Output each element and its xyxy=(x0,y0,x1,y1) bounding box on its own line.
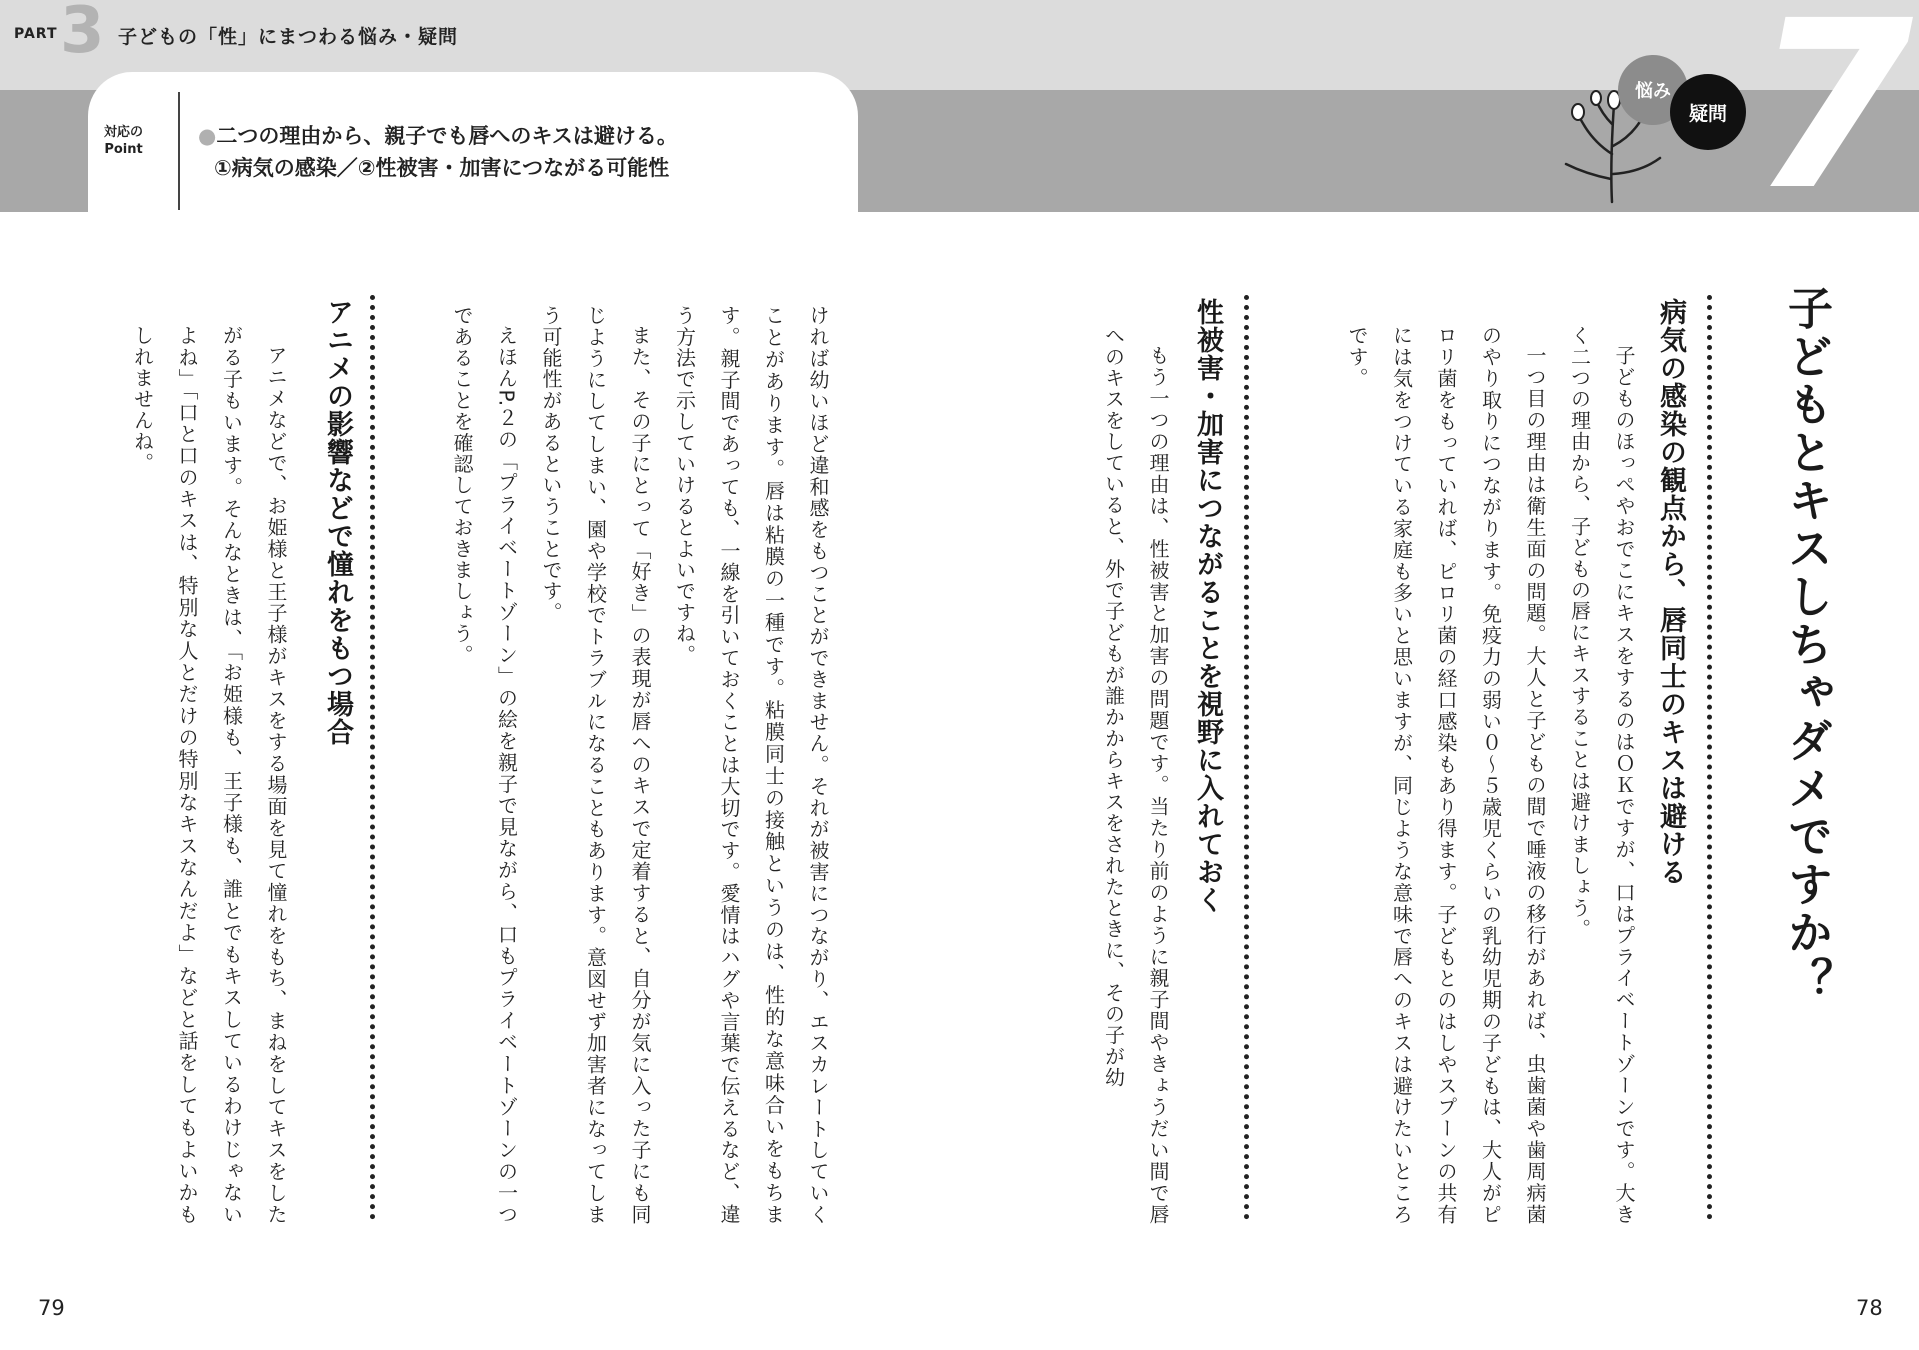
point-line-2: ①病気の感染／②性被害・加害につながる可能性 xyxy=(214,156,670,180)
section2-paragraph-1: もう一つの理由は、性被害と加害の問題です。当たり前のように親子間やきょうだい間で唇へのキスをしていると、外で子どもが誰かからキスをされたときに、その子が幼 xyxy=(1101,325,1170,1225)
section3-heading: アニメの影響などで憧れをもつ場合 xyxy=(322,298,353,746)
point-label-line1: 対応の xyxy=(104,125,144,140)
section2-continued-paragraph-2: また、その子にとって「好き」の表現が唇へのキスで定着すると、自分が気に入った子にも同じようにしてしまい、園や学校でトラブルになることもあります。意図せず加害者になってしまう可能性があるということです。 xyxy=(539,305,652,1225)
section1-paragraph-2: 一つ目の理由は衛生面の問題。大人と子どもの間で唾液の移行があれば、虫歯菌や歯周病菌のやり取りにつながります。免疫力の弱い０～５歳児くらいの乳幼児期の子どもは、大人がピロリ菌をもっていれば、ピロリ菌の経口感染もあり得ます。子どもとのはしやスプーンの共有には気をつけている家庭も多いと思いますが、同じような意味で唇へのキスは避けたいところです。 xyxy=(1345,325,1547,1225)
section3-divider xyxy=(370,295,375,1220)
section1-divider xyxy=(1707,295,1712,1220)
point-line-1-text: 二つの理由から、親子でも唇へのキスは避ける。 xyxy=(216,124,678,148)
worry-badge: 悩み xyxy=(1618,55,1688,125)
point-divider xyxy=(178,92,180,210)
part-label: PART xyxy=(14,26,58,42)
question-number: 7 xyxy=(1752,0,1914,241)
section3-paragraph-1: アニメなどで、お姫様と王子様がキスをする場面を見て憧れをもち、まねをしてキスをしたがる子もいます。そんなときは、「お姫様も、王子様も、誰とでもキスしているわけじゃないよね」「口と口のキスは、特別な人とだけの特別なキスなんだよ」などと話をしてもよいかもしれませんね。 xyxy=(130,325,288,1225)
section1-heading: 病気の感染の観点から、唇同士のキスは避ける xyxy=(1655,298,1686,886)
section2-divider xyxy=(1244,295,1249,1220)
part-number: 3 xyxy=(60,0,105,68)
page-number-left: 79 xyxy=(38,1296,65,1320)
section2-continued-paragraph-1: ければ幼いほど違和感をもつことができません。それが被害につながり、エスカレートしていくことがあります。唇は粘膜の一種です。粘膜同士の接触というのは、性的な意味合いをもちます。親子間であっても、一線を引いておくことは大切です。愛情はハグや言葉で伝えるなど、違う方法で示していけるとよいですね。 xyxy=(672,305,830,1225)
point-label-line2: Point xyxy=(104,142,143,157)
section3-body xyxy=(108,325,298,1225)
section2-heading: 性被害・加害につながることを視野に入れておく xyxy=(1192,298,1223,914)
section1-paragraph-1: 子どものほっぺやおでこにキスをするのはＯＫですが、口はプライベートゾーンです。大きく二つの理由から、子どもの唇にキスすることは避けましょう。 xyxy=(1567,325,1636,1225)
page-number-right: 78 xyxy=(1856,1296,1883,1320)
part-title: 子どもの「性」にまつわる悩み・疑問 xyxy=(118,26,459,48)
section1-body xyxy=(1306,325,1646,1225)
section2-body xyxy=(1086,325,1180,1225)
question-badge: 疑問 xyxy=(1670,74,1746,150)
point-label xyxy=(104,124,143,158)
section2-continued-body xyxy=(420,305,840,1225)
section2-continued-paragraph-3: えほんP.２の「プライベートゾーン」の絵を親子で見ながら、口もプライベートゾーンの一つであることを確認しておきましょう。 xyxy=(450,305,519,1225)
point-line-1 xyxy=(198,120,678,150)
bullet-icon: ● xyxy=(198,124,217,148)
page-title: 子どもとキスしちゃダメですか？ xyxy=(1780,285,1833,1005)
